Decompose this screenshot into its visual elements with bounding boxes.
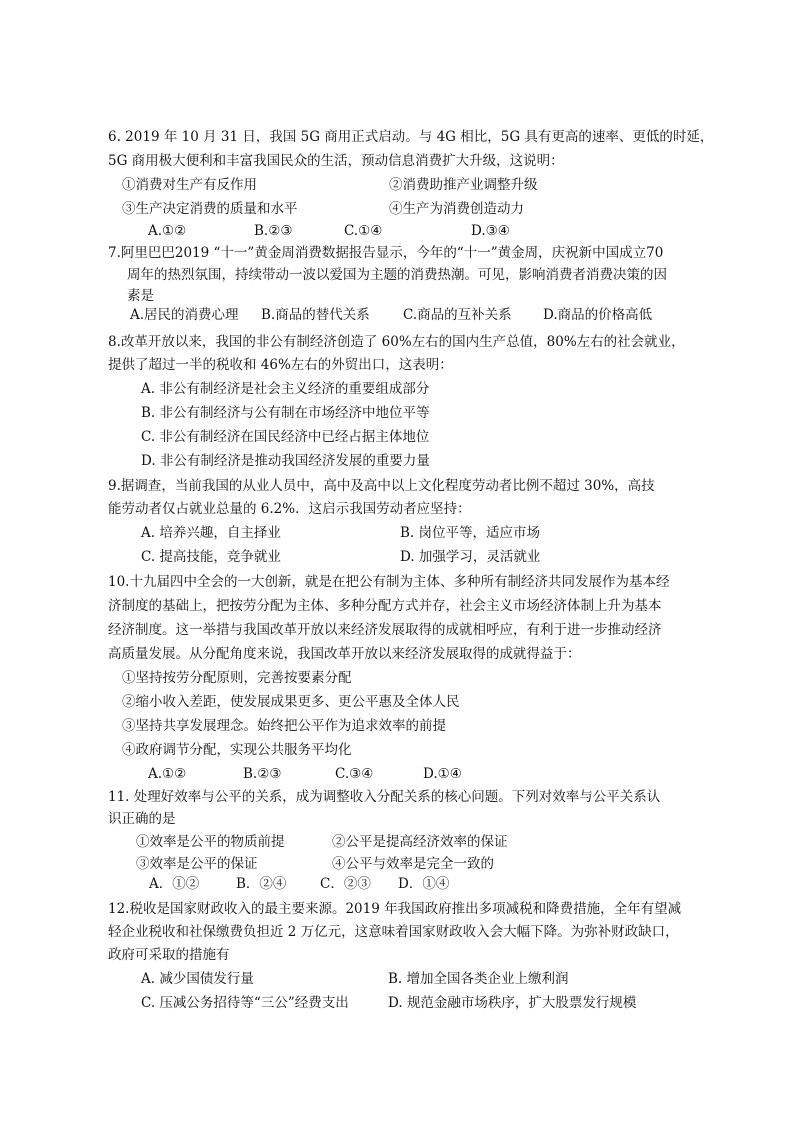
q8-stem-line-1: 8.改革开放以来，我国的非公有制经济创造了 60%左右的国内生产总值，80%左右的社会就业， [108, 334, 685, 350]
q7-choice-a: A.居民的消费心理 [130, 307, 239, 323]
q7-choice-d: D.商品的价格高低 [543, 307, 653, 323]
q10-statement-2: ②缩小收入差距，使发展成果更多、更公平惠及全体人民 [122, 694, 460, 710]
q6-choice-c: C.①④ [344, 223, 383, 239]
q12-stem-line-2: 轻企业税收和社保缴费负担近 2 万亿元，这意味着国家财政收入会大幅下降。为弥补财政缺口， [108, 924, 679, 940]
q6-stem-line-1: 6. 2019 年 10 月 31 日，我国 5G 商用正式启动。与 4G 相比，5G 具有更高的速率、更低的时延， [108, 129, 714, 145]
q8-choice-d: D. 非公有制经济是推动我国经济发展的重要力量 [141, 453, 430, 469]
q6-choice-a: A.①② [148, 223, 187, 239]
q9-stem-line-2: 能劳动者仅占就业总量的 6.2%．这启示我国劳动者应坚持： [108, 501, 471, 517]
q10-stem-line-2: 济制度的基础上，把按劳分配为主体、多种分配方式并存，社会主义市场经济体制上升为基本 [108, 598, 662, 614]
q10-statement-4: ④政府调节分配，实现公共服务平均化 [122, 742, 352, 758]
q12-stem-line-3: 政府可采取的措施有 [108, 947, 230, 963]
q7-choice-b: B.商品的替代关系 [261, 307, 370, 323]
q12-choice-b: B. 增加全国各类企业上缴利润 [388, 971, 569, 987]
q6-choice-b: B.②③ [254, 223, 293, 239]
q8-choice-c: C. 非公有制经济在国民经济中已经占据主体地位 [141, 429, 430, 445]
q11-stem-line-2: 识正确的是 [108, 811, 176, 827]
q12-choice-a: A. 减少国债发行量 [141, 971, 254, 987]
q9-choice-c: C. 提高技能，竞争就业 [141, 549, 281, 565]
q11-choice-a: A．①② [149, 876, 200, 892]
q8-stem-line-2: 提供了超过一半的税收和 46%左右的外贸出口，这表明： [108, 357, 453, 373]
q6-statement-4: ④生产为消费创造动力 [389, 201, 524, 217]
q11-statement-3: ③效率是公平的保证 [136, 856, 258, 872]
q10-statement-1: ①坚持按劳分配原则，完善按要素分配 [122, 670, 352, 686]
q9-choice-d: D. 加强学习，灵活就业 [400, 549, 541, 565]
q9-choice-a: A. 培养兴趣，自主择业 [141, 525, 281, 541]
q12-stem-line-1: 12.税收是国家财政收入的最主要来源。2019 年我国政府推出多项减税和降费措施，全年有望减 [108, 901, 682, 917]
q7-stem-line-2: 周年的热烈氛围，持续带动一波以爱国为主题的消费热潮。可见，影响消费者消费决策的因 [127, 267, 667, 283]
q6-statement-1: ①消费对生产有反作用 [122, 177, 257, 193]
q10-stem-line-3: 经济制度。这一举措与我国改革开放以来经济发展取得的成就相呼应，有利于进一步推动经济 [108, 622, 662, 638]
q6-stem-line-2: 5G 商用极大便利和丰富我国民众的生活，预动信息消费扩大升级，这说明： [108, 153, 564, 169]
q11-statement-4: ④公平与效率是完全一致的 [332, 856, 494, 872]
q9-choice-b: B. 岗位平等，适应市场 [400, 525, 541, 541]
q10-stem-line-4: 高质量发展。从分配角度来说，我国改革开放以来经济发展取得的成就得益于： [108, 646, 581, 662]
q6-choice-d: D.③④ [471, 223, 510, 239]
q12-choice-c: C. 压减公务招待等“三公”经费支出 [141, 995, 349, 1011]
q11-choice-b: B．②④ [236, 876, 287, 892]
q9-stem-line-1: 9.据调查，当前我国的从业人员中，高中及高中以上文化程度劳动者比例不超过 30%，高技 [108, 478, 655, 494]
q6-statement-2: ②消费助推产业调整升级 [389, 177, 538, 193]
q6-statement-3: ③生产决定消费的质量和水平 [122, 201, 298, 217]
q8-choice-b: B. 非公有制经济与公有制在市场经济中地位平等 [141, 405, 430, 421]
q11-choice-d: D．①④ [398, 876, 450, 892]
q7-choice-c: C.商品的互补关系 [403, 307, 512, 323]
q7-stem-line-1: 7.阿里巴巴2019 “十一”黄金周消费数据报告显示，今年的“十一”黄金周，庆祝新中国成立70 [108, 245, 664, 261]
q8-choice-a: A. 非公有制经济是社会主义经济的重要组成部分 [141, 381, 430, 397]
q10-choice-d: D.①④ [423, 766, 462, 782]
q10-stem-line-1: 10.十九届四中全会的一大创新，就是在把公有制为主体、多种所有制经济共同发展作为基本经 [108, 574, 670, 590]
q11-statement-1: ①效率是公平的物质前提 [136, 834, 285, 850]
q11-statement-2: ②公平是提高经济效率的保证 [332, 834, 508, 850]
q7-stem-line-3: 素是 [127, 288, 154, 304]
q10-choice-a: A.①② [148, 766, 187, 782]
q11-stem-line-1: 11. 处理好效率与公平的关系，成为调整收入分配关系的核心问题。下列对效率与公平关系认 [108, 789, 661, 805]
q10-choice-b: B.②③ [243, 766, 282, 782]
q12-choice-d: D. 规范金融市场秩序，扩大股票发行规模 [388, 995, 637, 1011]
q10-statement-3: ③坚持共享发展理念。始终把公平作为追求效率的前提 [122, 718, 446, 734]
q11-choice-c: C．②③ [320, 876, 371, 892]
q10-choice-c: C.③④ [335, 766, 374, 782]
